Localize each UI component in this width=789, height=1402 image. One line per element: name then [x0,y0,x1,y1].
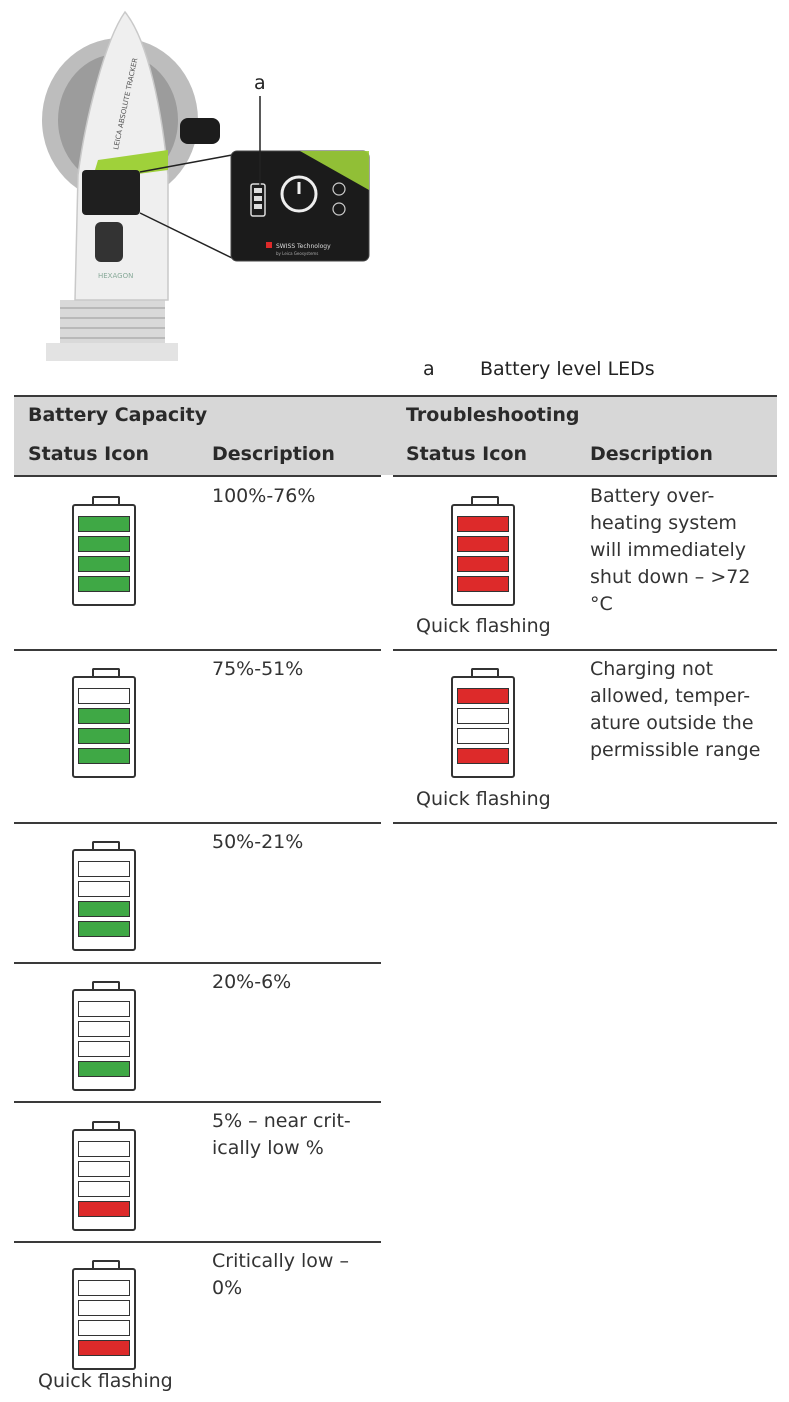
battery-desc: 20%-6% [212,971,292,993]
quick-flashing-note: Quick flashing [416,788,551,810]
battery-led-red [457,748,509,764]
battery-led-green [78,1061,130,1077]
battery-icon [72,1121,136,1231]
battery-led-empty [78,688,130,704]
battery-col-icon: Status Icon [28,443,150,465]
battery-body [72,849,136,951]
battery-led-red [457,516,509,532]
trouble-col-icon: Status Icon [406,443,528,465]
battery-desc: Critically low – 0% [212,1250,349,1299]
battery-led-empty [78,861,130,877]
battery-led-empty [457,708,509,724]
row-divider [14,962,381,964]
row-divider [393,822,777,824]
quick-flashing-note: Quick flashing [38,1370,173,1392]
device-label: LEICA ABSOLUTE TRACKER [112,57,140,151]
panel-badge-sub: by Leica Geosystems [276,251,319,256]
trouble-desc: Charging not allowed, temper- ature outside the permissible range [590,658,761,761]
battery-desc: 100%-76% [212,485,316,507]
battery-led-red [457,556,509,572]
battery-led-red [457,576,509,592]
battery-led-empty [78,1021,130,1037]
quick-flashing-note: Quick flashing [416,615,551,637]
base-foot [46,343,178,361]
row-divider [14,1101,381,1103]
handle-arm [180,118,220,144]
battery-body [72,989,136,1091]
battery-body [451,504,515,606]
battery-body [72,1129,136,1231]
battery-led-empty [78,1001,130,1017]
battery-led-green [78,901,130,917]
callout-letter: a [254,72,266,94]
battery-led-green [78,728,130,744]
battery-led-red [78,1201,130,1217]
legend-text: Battery level LEDs [480,358,655,380]
battery-led-empty [78,1041,130,1057]
battery-led-empty [457,728,509,744]
battery-desc: 5% – near crit- ically low % [212,1110,351,1159]
battery-led-empty [78,1161,130,1177]
battery-led-green [78,576,130,592]
body-panel [82,170,140,215]
row-divider [14,822,381,824]
battery-led-empty [78,1280,130,1296]
battery-icon [451,668,515,778]
battery-led-red [78,1340,130,1356]
battery-body [451,676,515,778]
battery-led-empty [78,1300,130,1316]
battery-desc: 50%-21% [212,831,304,853]
battery-led-green [78,708,130,724]
brand-logo: HEXAGON [98,272,134,280]
battery-led-green [78,556,130,572]
battery-icon [72,841,136,951]
battery-icon [72,981,136,1091]
battery-body [72,1268,136,1370]
trouble-desc: Battery over- heating system will immediately shut down – >72 °C [590,485,751,615]
battery-body [72,676,136,778]
row-divider [393,649,777,651]
body-port [95,222,123,262]
battery-desc: 75%-51% [212,658,304,680]
trouble-col-desc: Description [590,443,713,465]
header-rule-left [14,475,381,477]
battery-led-empty [78,1320,130,1336]
battery-icon [451,496,515,606]
battery-led-empty [78,881,130,897]
battery-led-green [78,516,130,532]
battery-icon [72,496,136,606]
battery-led-empty [78,1181,130,1197]
row-divider [14,649,381,651]
battery-led-green [78,536,130,552]
battery-led-red [457,536,509,552]
device-illustration [0,0,789,395]
header-rule-right [393,475,777,477]
battery-led-green [78,921,130,937]
battery-icon [72,1260,136,1370]
trouble-table-title: Troubleshooting [406,404,580,426]
battery-col-desc: Description [212,443,335,465]
battery-led-empty [78,1141,130,1157]
battery-body [72,504,136,606]
battery-led-green [78,748,130,764]
row-divider [14,1241,381,1243]
battery-icon [72,668,136,778]
swiss-flag-icon [266,242,272,248]
legend-letter: a [423,358,435,380]
battery-led-red [457,688,509,704]
battery-table-title: Battery Capacity [28,404,208,426]
panel-badge: SWISS Technology [276,243,331,250]
